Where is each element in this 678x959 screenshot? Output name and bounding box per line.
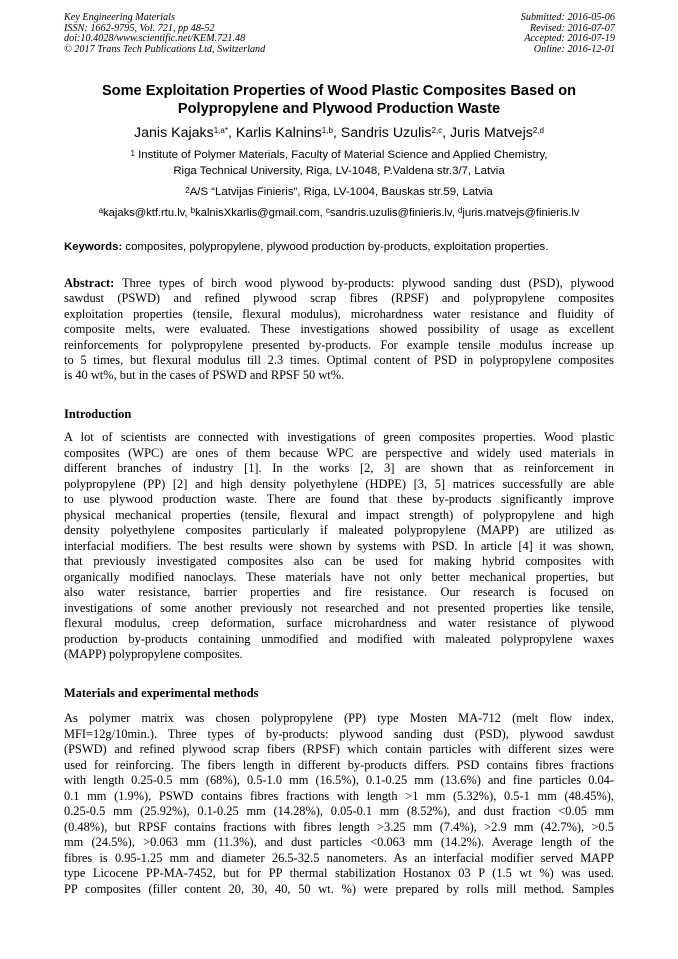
affiliation-2-line: A/S “Latvijas Finieris”, Riga, LV-1004, Bauskas str.59, Latvia: [189, 186, 493, 198]
author-affil-sup: 1,b: [321, 126, 333, 135]
materials-heading: Materials and experimental methods: [64, 686, 259, 700]
keywords-label: Keywords:: [64, 241, 123, 253]
journal-name: Key Engineering Materials: [64, 12, 175, 23]
journal-header-left: [64, 13, 265, 55]
paragraph-line: composites (WPC) are ones of them because WPC are perspective and widely used materials in: [64, 445, 614, 460]
materials-paragraph: [64, 711, 614, 897]
revised-date: Revised: 2016-07-07: [529, 22, 615, 34]
author-list: Janis Kajaks$^{1,a*}$, Karlis Kalnins$^{1,b}$, Sandris Uzulis$^{2,c}$, Juris Matvejs$^{2,d}$: [134, 125, 544, 141]
affiliation-1-line-1: Institute of Polymer Materials, Faculty of Material Science and Applied Chemistry,: [138, 149, 548, 161]
affiliation-1-line-2: Riga Technical University, Riga, LV-1048, P.Valdena str.3/7, Latvia: [173, 164, 505, 177]
affiliation-2: [40, 185, 638, 201]
abstract-line: is 40 wt%, but in the cases of PSWD and RPSF 50 wt%.: [64, 368, 345, 383]
affiliation-1-sup: 1: [130, 149, 135, 158]
copyright-line: © 2017 Trans Tech Publications Ltd, Switzerland: [64, 43, 266, 55]
email-link[interactable]: sandris.uzulis@finieris.lv: [329, 207, 452, 219]
paragraph-line: that previously investigated composites also can be used for making hybrid composites with: [64, 554, 614, 568]
paragraph-line: (MAPP) polypropylene composites.: [64, 647, 243, 661]
email-link[interactable]: juris.matvejs@finieris.lv: [462, 207, 580, 219]
paragraph-line: different branches of industry [1]. In the works [2, 3] are shown that as reinforcement in: [64, 461, 614, 475]
author-name: Janis Kajaks: [134, 125, 214, 141]
abstract-line: Three types of birch wood plywood by-products: plywood sanding dust (PSD), plywood: [121, 276, 614, 290]
paragraph-line: physical mechanical properties (tensile, flexural and impact strength) of polypropylene and high: [64, 507, 614, 522]
email-sup: d: [457, 206, 463, 215]
email-sup: a: [98, 206, 104, 215]
paragraph-line: MFI=12g/10min.). Three types of by-products: plywood sanding dust (PSD), plywood sawdust: [64, 726, 614, 741]
journal-header-right: [521, 13, 615, 55]
submitted-date: Submitted: 2016-05-06: [520, 12, 615, 23]
paragraph-line: used for reinforcing. The fibers length in different by-products differs. PSD contains fibres fractions: [64, 757, 614, 772]
paragraph-line: production by-products containing unmodified and modified with maleated polypropylene waxes: [64, 631, 614, 646]
abstract-line: exploitation properties (tensile, flexural modulus), microhardness water resistance and fluidity of: [64, 306, 614, 321]
issn-line: ISSN: 1662-9795, Vol. 721, pp 48-52: [64, 22, 215, 34]
online-date: Online: 2016-12-01: [533, 43, 615, 55]
affiliation-1: [40, 148, 638, 179]
email-link[interactable]: kalnisXkarlis@gmail.com: [195, 207, 320, 219]
introduction-paragraph: [64, 430, 614, 663]
paragraph-line: organically modified nanoclays. These materials have not only better mechanical properties, but: [64, 569, 614, 584]
affiliation-2-sup: 2: [185, 186, 190, 195]
author-affil-sup: 2,d: [532, 126, 544, 135]
author-name: Sandris Uzulis: [340, 125, 432, 141]
paragraph-line: investigations of some another previously not researched and not presented properties like tensile,: [64, 600, 614, 615]
abstract: [64, 276, 614, 384]
paragraph-line: also water resistance, barrier properties and fire resistance. Our research is focused on: [64, 585, 614, 599]
abstract-label: Abstract:: [64, 276, 115, 290]
title-line-2: Polypropylene and Plywood Production Waste: [177, 101, 501, 117]
accepted-date: Accepted: 2016-07-19: [524, 33, 615, 45]
paragraph-line: to use plywood production waste. There are found that these by-products significantly improve: [64, 492, 614, 506]
introduction-heading: Introduction: [64, 407, 132, 421]
paragraph-line: mm (24.5%), >0.063 mm (11.3%), and dust particles <0.063 mm (14.2%). Average length of the: [64, 835, 614, 849]
paragraph-line: (PSWD) and refined plywood scrap fibers (RPSF) which contain particles with different sizes were: [64, 742, 614, 756]
paragraph-line: 0.25-0.5 mm (25.92%), 0.1-0.25 mm (14.28%), 0.05-0.1 mm (8.52%), and dust fraction <0.05 mm: [64, 804, 614, 818]
title-line-1: Some Exploitation Properties of Wood Plastic Composites Based on: [101, 83, 577, 99]
paragraph-line: PP composites (filler content 20, 30, 40, 50 wt. %) were prepared by rolls mill method. Samples: [64, 881, 614, 896]
paragraph-line: flexural modulus, creep deformation, surface microhardness and water resistance of plywood: [64, 616, 614, 630]
paragraph-line: A lot of scientists are connected with investigations of green composites properties. Wood plastic: [64, 430, 614, 444]
abstract-line: composite melts, were evaluated. These investigations showed possibility of usage as excellent: [64, 322, 614, 337]
paragraph-line: interfacial modifiers. The best results were shown by systems with PSD. In article [4] it was shown,: [64, 538, 614, 553]
keywords-text: composites, polypropylene, plywood production by-products, exploitation properties.: [125, 241, 549, 253]
email-sup: c: [325, 206, 330, 215]
paragraph-line: fibres is 0.95-1.25 mm and diameter 26.5-32.5 nanometers. As an interfacial modifier served MAPP: [64, 850, 614, 865]
paragraph-line: 0.1 mm (1.9%), PSWD contains fibres fractions with length >1 mm (5.32%), 0.5-1 mm (48.45%),: [64, 788, 614, 803]
abstract-line: reinforcements for polypropylene presented by-products. For example tensile modulus increase up: [64, 337, 614, 352]
paragraph-line: type Licocene PP-MA-7452, but for PP thermal stabilization Hostanox 03 P (1.5 wt %) was used.: [64, 866, 614, 880]
paragraph-line: As polymer matrix was chosen polypropylene (PP) type Mosten MA-712 (melt flow index,: [64, 711, 614, 725]
email-link[interactable]: kajaks@ktf.rtu.lv: [103, 207, 185, 219]
author-name: Karlis Kalnins: [235, 125, 322, 141]
paper-title: [40, 82, 638, 118]
author-emails: $^a$kajaks@ktf.rtu.lv, $^b$kalnisXkarlis@gmail.com, $^c$sandris.uzulis@finieris.lv, $^d$juris.matvejs@finieris.lv: [98, 206, 580, 219]
paragraph-line: polypropylene (PP) [2] and high density polyethylene (HDPE) [3, 5] matrices successfully are able: [64, 476, 614, 491]
author-name: Juris Matvejs: [450, 125, 533, 141]
author-affil-sup: 2,c: [431, 126, 443, 135]
paragraph-line: (0.48%), but RPSF contains fractions with fibres length >3.25 mm (7.4%), >2.9 mm (42.7%), >0.5: [64, 819, 614, 834]
keywords: [64, 240, 624, 255]
abstract-line: sawdust (PSWD) and refined plywood scrap fibres (RPSF) and polypropylene composites: [64, 291, 614, 306]
paragraph-line: with length 0.25-0.5 mm (68%), 0.5-1.0 mm (16.5%), 0.1-0.25 mm (13.6%) and fine particles 0.04-: [64, 773, 614, 787]
author-affil-sup: 1,a*: [213, 126, 228, 135]
email-sup: b: [190, 206, 196, 215]
abstract-line: to 5 times, but flexural modulus till 2.3 times. Optimal content of PSD in polypropylene composites: [64, 352, 614, 367]
paragraph-line: density polyethylene composites particularly if maleated polypropylene (MAPP) are utilized as: [64, 523, 614, 537]
doi-line: doi:10.4028/www.scientific.net/KEM.721.48: [64, 33, 246, 45]
